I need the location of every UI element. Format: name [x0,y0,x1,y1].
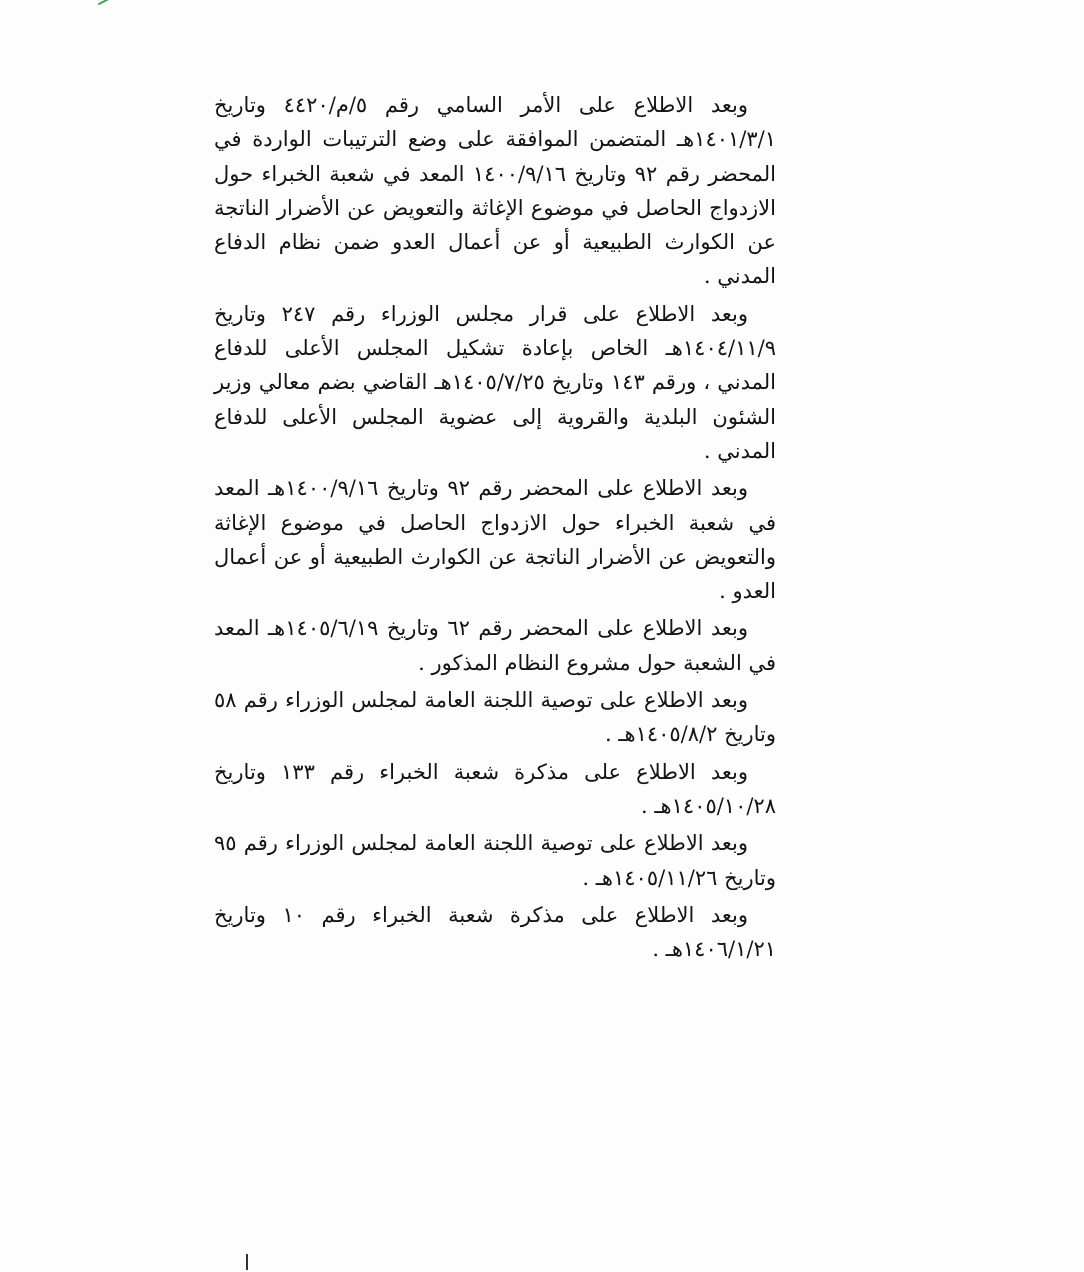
paragraph-mudhakkira-133: وبعد الاطلاع على مذكرة شعبة الخبراء رقم ١٣٣ وتاريخ ١٤٠٥/١٠/٢٨هـ . [214,759,776,818]
corner-mark [96,0,115,5]
paragraph-majlis-decision: وبعد الاطلاع على قرار مجلس الوزراء رقم ٢٤٧ وتاريخ ١٤٠٤/١١/٩هـ الخاص بإعادة تشكيل المجلس الأعلى للدفاع المدني ، ورقم ١٤٣ وتاريخ ١٤٠٥/٧/٢٥هـ القاضي بضم معالي وزير الشئون البلدية والقروية إلى عضوية المجلس الأعلى للدفاع المدني . [214,301,776,463]
paragraph-amr-sami: وبعد الاطلاع على الأمر السامي رقم ٥/م/٤٤٢٠ وتاريخ ١٤٠١/٣/١هـ المتضمن الموافقة على وضع الترتيبات الواردة في المحضر رقم ٩٢ وتاريخ ١٤٠٠/٩/١٦ المعد في شعبة الخبراء حول الازدواج الحاصل في موضوع الإغاثة والتعويض عن الأضرار الناتجة عن الكوارث الطبيعية أو عن أعمال العدو ضمن نظام الدفاع المدني . [214,93,776,289]
document-body [214,88,776,969]
paragraph-tawsiya-95: وبعد الاطلاع على توصية اللجنة العامة لمجلس الوزراء رقم ٩٥ وتاريخ ١٤٠٥/١١/٢٦هـ . [214,831,776,890]
paragraph-mahdar-62: وبعد الاطلاع على المحضر رقم ٦٢ وتاريخ ١٤٠٥/٦/١٩هـ المعد في الشعبة حول مشروع النظام المذكور . [214,616,776,675]
paragraph-mudhakkira-10: وبعد الاطلاع على مذكرة شعبة الخبراء رقم ١٠ وتاريخ ١٤٠٦/١/٢١هـ . [214,902,776,962]
paragraph-tawsiya-58: وبعد الاطلاع على توصية اللجنة العامة لمجلس الوزراء رقم ٥٨ وتاريخ ١٤٠٥/٨/٢هـ . [214,688,776,747]
paragraph-mahdar-92: وبعد الاطلاع على المحضر رقم ٩٢ وتاريخ ١٤٠٠/٩/١٦هـ المعد في شعبة الخبراء حول الازدواج الحاصل في موضوع الإغاثة والتعويض عن الأضرار الناتجة عن الكوارث الطبيعية أو عن أعمال العدو . [214,476,776,604]
bottom-tick-mark [246,1254,248,1270]
